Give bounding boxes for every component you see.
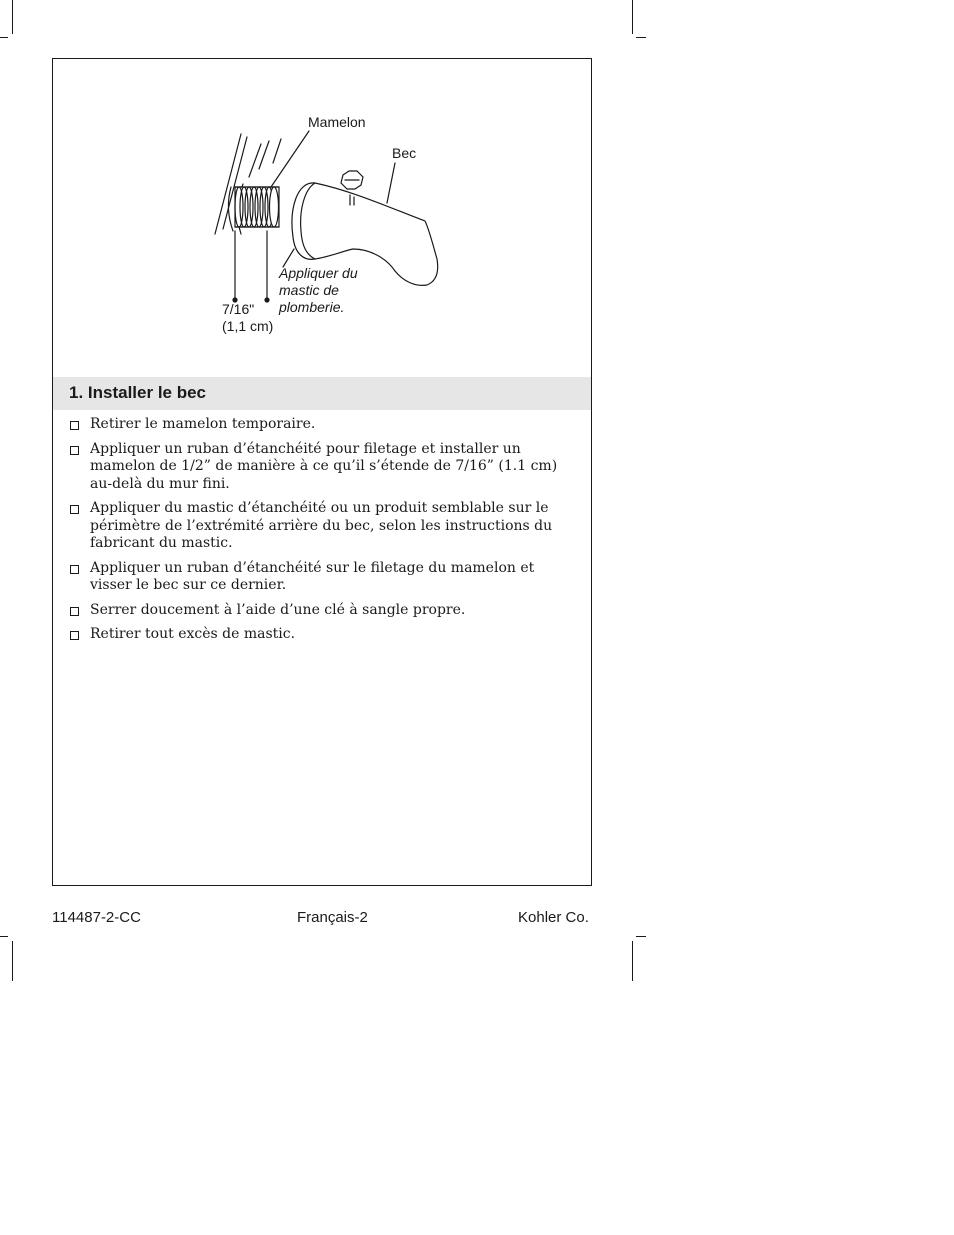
checklist-item-text: Retirer le mamelon temporaire. bbox=[90, 416, 316, 432]
crop-mark bbox=[12, 941, 13, 981]
checkbox[interactable] bbox=[70, 565, 79, 574]
step-checklist bbox=[69, 416, 569, 651]
nipple-label: Mamelon bbox=[308, 114, 366, 130]
crop-mark bbox=[632, 941, 633, 981]
crop-mark bbox=[636, 37, 646, 38]
crop-mark bbox=[632, 0, 633, 34]
checklist-item bbox=[69, 441, 569, 494]
instruction-panel bbox=[52, 58, 592, 886]
checklist-item-text: Appliquer un ruban d’étanchéité sur le filetage du mamelon et visser le bec sur ce dernier. bbox=[90, 559, 535, 593]
sealant-note-line-3: plomberie. bbox=[279, 299, 345, 315]
crop-mark bbox=[636, 936, 646, 937]
footer-page-label: Français-2 bbox=[297, 909, 368, 926]
checklist-item-text: Retirer tout excès de mastic. bbox=[90, 626, 296, 642]
checklist-item-text: Appliquer du mastic d’étanchéité ou un produit semblable sur le périmètre de l’extrémité arrière du bec, selon les instructions du fabricant du mastic. bbox=[90, 500, 553, 551]
dimension-label-cm: (1,1 cm) bbox=[222, 318, 274, 334]
dimension-label-inches: 7/16" bbox=[222, 301, 255, 317]
checklist-item bbox=[69, 500, 569, 553]
section-title: 1. Installer le bec bbox=[69, 383, 207, 402]
checklist-item bbox=[69, 416, 569, 434]
checkbox[interactable] bbox=[70, 631, 79, 640]
crop-mark bbox=[0, 936, 8, 937]
checkbox[interactable] bbox=[70, 421, 79, 430]
checklist-item-text: Appliquer un ruban d’étanchéité pour filetage et installer un mamelon de 1/2” de manière à ce qu’il s’étende de 7/16” (1.1 cm) au-delà du mur fini. bbox=[90, 440, 558, 492]
footer-company: Kohler Co. bbox=[518, 909, 589, 926]
sealant-note-line-1: Appliquer du bbox=[279, 265, 358, 281]
spout-installation-illustration bbox=[53, 59, 593, 359]
footer-doc-number: 114487-2-CC bbox=[52, 909, 141, 926]
checklist-item bbox=[69, 626, 569, 644]
checklist-item bbox=[69, 560, 569, 595]
spout-label: Bec bbox=[392, 145, 417, 161]
checklist-item bbox=[69, 602, 569, 620]
checkbox[interactable] bbox=[70, 505, 79, 514]
crop-mark bbox=[12, 0, 13, 34]
sealant-note-line-2: mastic de bbox=[279, 282, 339, 298]
section-header bbox=[53, 377, 591, 410]
checklist-item-text: Serrer doucement à l’aide d’une clé à sangle propre. bbox=[90, 601, 466, 618]
crop-mark bbox=[0, 37, 8, 38]
checkbox[interactable] bbox=[70, 446, 79, 455]
checkbox[interactable] bbox=[70, 607, 79, 616]
